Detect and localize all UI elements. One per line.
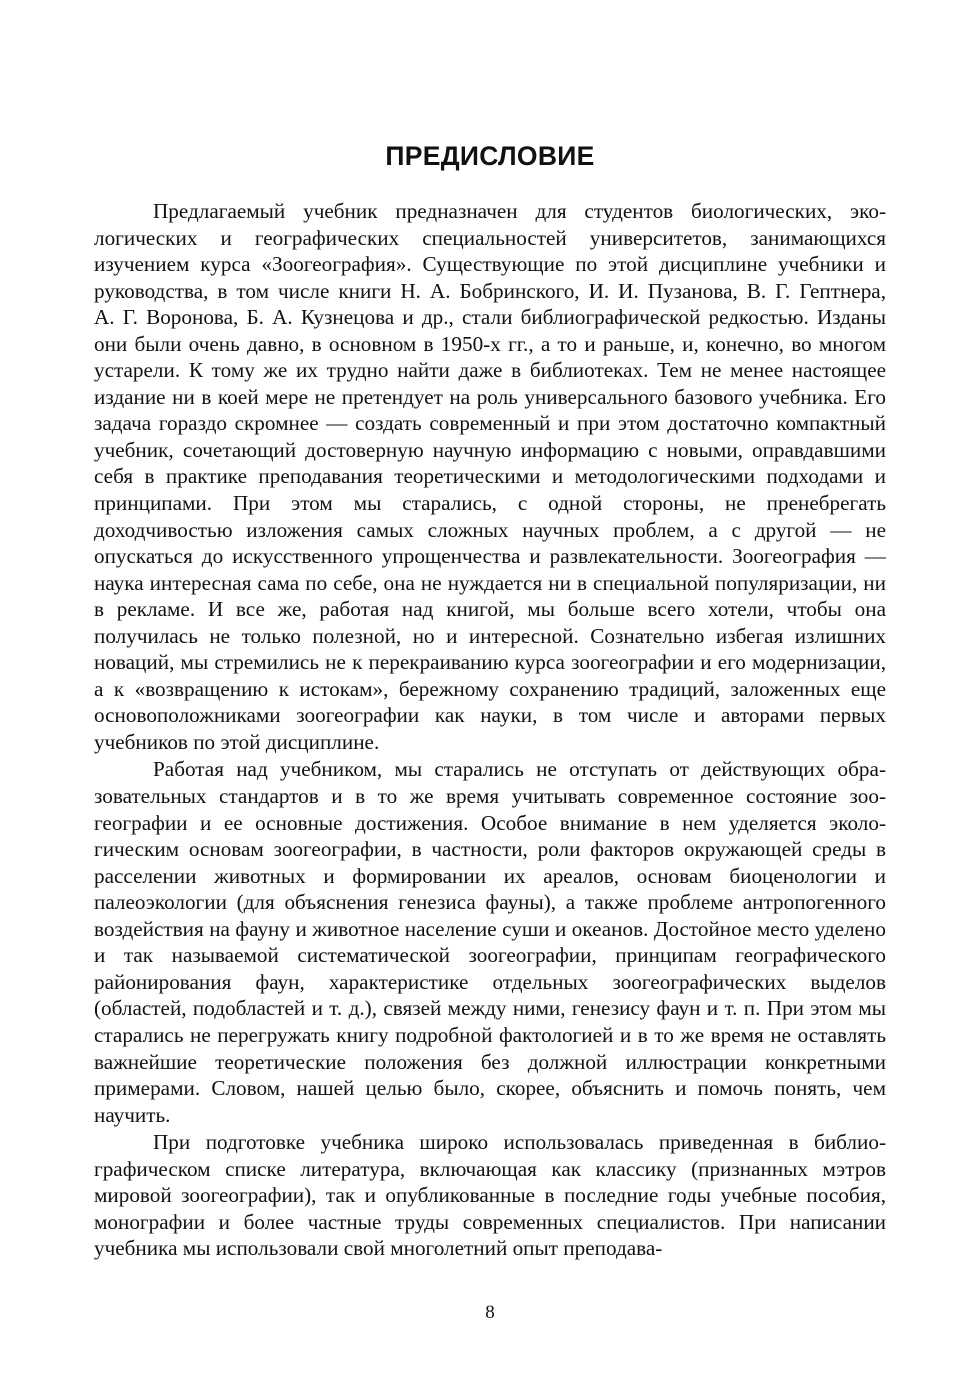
paragraph-3: При подготовке учебника широко использовалась приведенная в библиографическом списке литература, включающая как классику (признанных мэтров мировой зоогеографии), так и опубликованные в последние годы учебные пособия, монографии и более частные труды современных специалистов. При написании учебника мы использовали свой многолетний опыт преподава- — [94, 1130, 886, 1261]
page-title: ПРЕДИСЛОВИЕ — [385, 141, 595, 171]
page-number: 8 — [485, 1302, 495, 1323]
body-text — [94, 198, 886, 1262]
paragraph-2: Работая над учебником, мы старались не отступать от действующих образовательных стандартов и в то же время учитывать современное состояние зоогеографии и ее основные достижения. Особое внимание в нем уделяется экологическим основам зоогеографии, в частности, роли факторов окружающей среды в расселении животных и формировании их ареалов, основам биоценологии и палеоэкологии (для объяснения генезиса фауны), а также проблеме антропогенного воздействия на фауну и животное население суши и океанов. Достойное место уделено и так называемой систематической зоогеографии, принципам географического районирования фаун, характеристике отдельных зоогеографических выделов (областей, подобластей и т. д.), связей между ними, генезису фаун и т. п. При этом мы старались не перегружать книгу подробной фактологией и в то же время не оставлять важнейшие теоретические положения без должной иллюстрации конкретными примерами. Словом, нашей целью было, скорее, объяснить и помочь понять, чем научить. — [94, 757, 886, 1127]
paragraph-1: Предлагаемый учебник предназначен для студентов биологических, экологических и географических специальностей университетов, занимающихся изучением курса «Зоогеография». Существующие по этой дисциплине учебники и руководства, в том числе книги Н. А. Бобринского, И. И. Пузанова, В. Г. Гептнера, А. Г. Воронова, Б. А. Кузнецова и др., стали библиографической редкостью. Изданы они были очень давно, в основном в 1950-х гг., а то и раньше, и, конечно, во многом устарели. К тому же их трудно найти даже в библиотеках. Тем не менее настоящее издание ни в коей мере не претендует на роль универсального базового учебника. Его задача гораздо скромнее — создать современный и при этом достаточно компактный учебник, сочетающий достоверную научную информацию с новыми, оправдавшими себя в практике преподавания теоретическими и методологическими подходами и принципами. При этом мы старались, с одной стороны, не пренебрегать доходчивостью изложения самых сложных научных проблем, а с другой — не опускаться до искусственного упрощенчества и развлекательности. Зоогеография — наука интересная сама по себе, она не нуждается ни в специальной популяризации, ни в рекламе. И все же, работая над книгой, мы больше всего хотели, чтобы она получилась не только полезной, но и интересной. Сознательно избегая излишних новаций, мы стремились не к перекраиванию курса зоогеографии и его модернизации, а к «возвращению к истокам», бережному сохранению традиций, заложенных еще основоположниками зоогеографии как науки, в том числе и авторами первых учебников по этой дисциплине. — [94, 199, 886, 754]
